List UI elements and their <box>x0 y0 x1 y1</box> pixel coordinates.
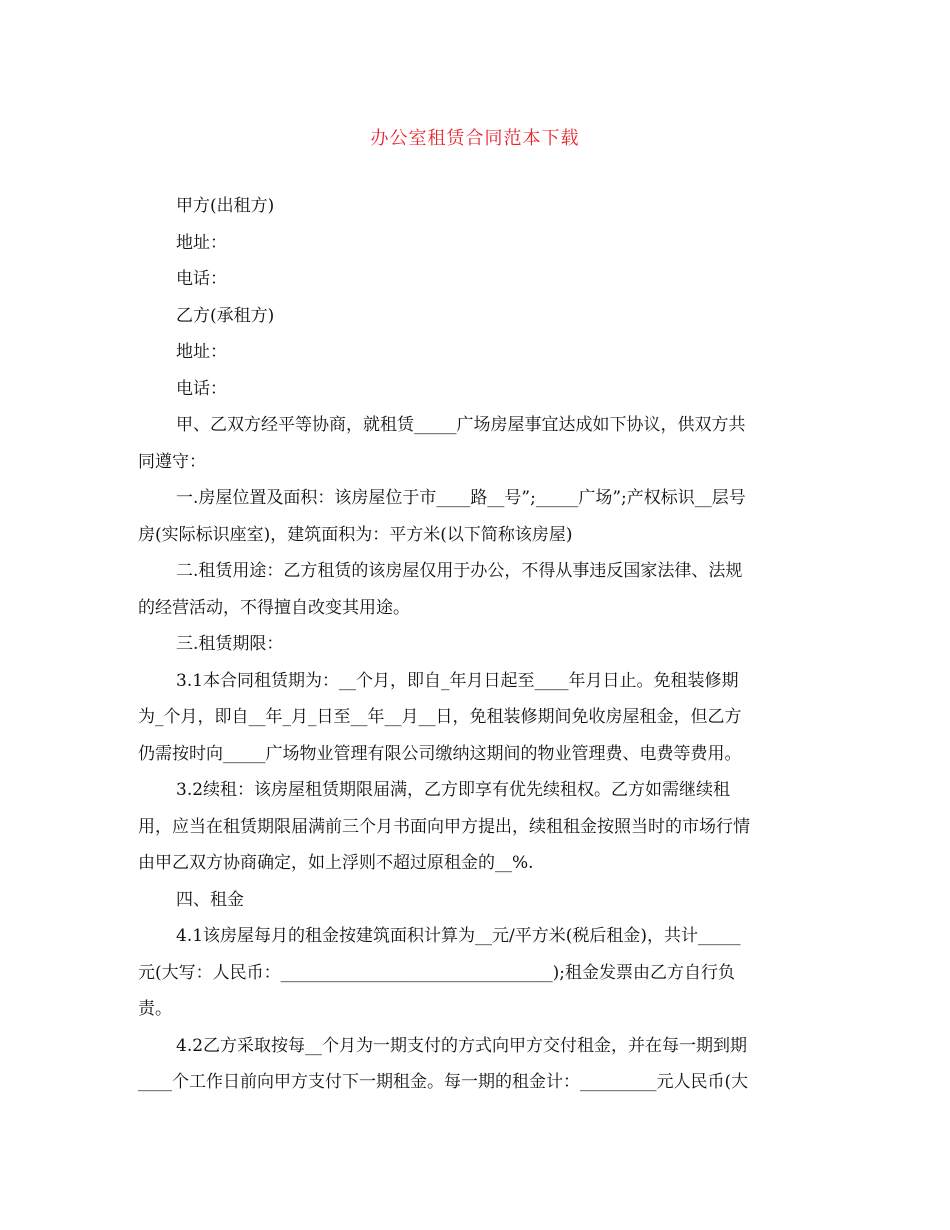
document-line: 用，应当在租赁期限届满前三个月书面向甲方提出，续租租金按照当时的市场行情 <box>138 816 750 837</box>
document-line: 一.房屋位置及面积：该房屋位于市____路__号”;_____广场”;产权标识__层号 <box>176 488 746 508</box>
document-title: 办公室租赁合同范本下载 <box>370 128 580 149</box>
document-line: 4.1该房屋每月的租金按建筑面积计算为__元/平方米(税后租金)，共计_____ <box>176 926 741 946</box>
document-line: 的经营活动，不得擅自改变其用途。 <box>138 597 410 618</box>
document-line: 元(大写：人民币：________________________________);租金发票由乙方自行负 <box>138 962 735 983</box>
document-line: 乙方(承租方) <box>176 305 275 326</box>
document-line: 电话： <box>176 378 227 399</box>
document-line: 房(实际标识座室)，建筑面积为：平方米(以下简称该房屋) <box>138 524 573 545</box>
document-line: 3.1本合同租赁期为：__个月，即自_年月日起至____年月日止。免租装修期 <box>176 670 739 691</box>
document-line: 责。 <box>138 999 172 1019</box>
document-line: 仍需按时向_____广场物业管理有限公司缴纳这期间的物业管理费、电费等费用。 <box>138 743 742 764</box>
document-line: 地址： <box>176 342 227 362</box>
document-line: 3.2续租：该房屋租赁期限届满，乙方即享有优先续租权。乙方如需继续租 <box>176 780 731 800</box>
document-line: 甲、乙双方经平等协商，就租赁_____广场房屋事宜达成如下协议，供双方共 <box>176 415 746 435</box>
document-line: 四、租金 <box>176 889 244 910</box>
document-line: 同遵守： <box>138 451 206 472</box>
document-line: ____个工作日前向甲方支付下一期租金。每一期的租金计：_________元人民币(大 <box>138 1072 749 1092</box>
document-line: 4.2乙方采取按每__个月为一期支付的方式向甲方交付租金，并在每一期到期 <box>176 1035 748 1056</box>
document-body <box>138 196 814 1109</box>
document-line: 由甲乙双方协商确定，如上浮则不超过原租金的__%. <box>138 853 534 873</box>
document-line: 甲方(出租方) <box>176 196 275 216</box>
document-line: 地址： <box>176 232 227 253</box>
document-line: 三.租赁期限： <box>176 634 284 654</box>
document-line: 电话： <box>176 269 227 289</box>
document-line: 二.租赁用途：乙方租赁的该房屋仅用于办公，不得从事违反国家法律、法规 <box>176 561 743 581</box>
document-line: 为_个月，即自__年_月_日至__年__月__日，免租装修期间免收房屋租金，但乙方 <box>138 707 742 727</box>
